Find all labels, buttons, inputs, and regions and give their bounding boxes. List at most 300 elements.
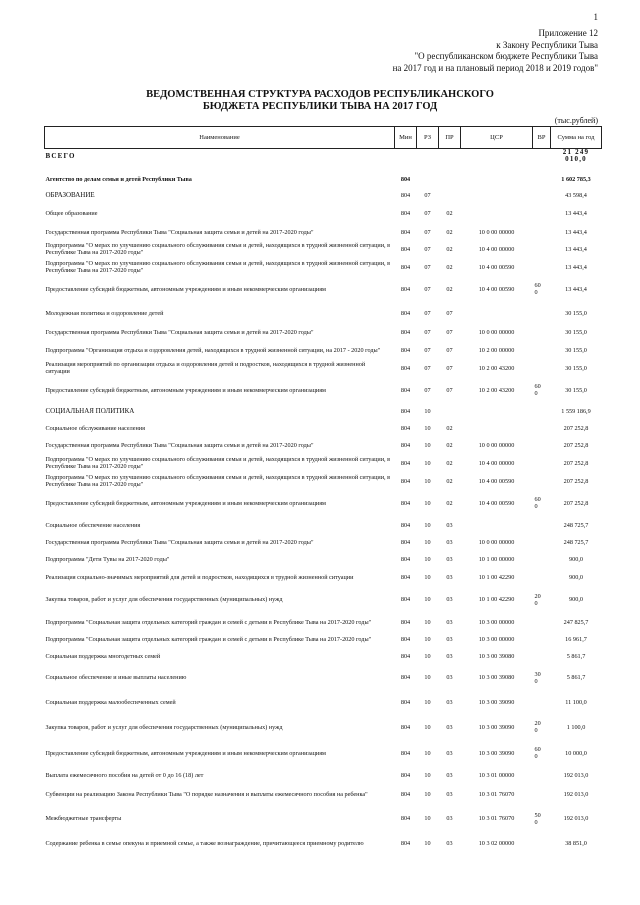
cell-sum: 13 443,4 xyxy=(565,285,587,293)
cell-rz: 10 xyxy=(424,425,431,433)
cell-pr: 07 xyxy=(446,364,453,372)
cell-min: 804 xyxy=(400,596,411,604)
cell-min xyxy=(395,149,417,164)
cell-sum: 900,0 xyxy=(569,596,583,604)
cell-vr xyxy=(533,163,551,171)
cell-rz: 10 xyxy=(424,596,431,604)
cell-min: 804 xyxy=(400,309,411,317)
cell-sum: 43 598,4 xyxy=(565,191,587,199)
cell-csr: 10 1 00 00000 xyxy=(478,556,515,564)
title-line: БЮДЖЕТА РЕСПУБЛИКИ ТЫВА НА 2017 ГОД xyxy=(202,101,438,112)
table-row xyxy=(45,631,602,648)
cell-min: 804 xyxy=(400,791,411,799)
cell-sum: 10 000,0 xyxy=(565,749,587,757)
cell-vr xyxy=(533,613,551,631)
cell-sum: 247 825,7 xyxy=(563,618,589,626)
cell-vr xyxy=(533,171,551,187)
cell-pr: 02 xyxy=(446,425,453,433)
cell-pr: 07 xyxy=(446,386,453,394)
cell-rz: 07 xyxy=(424,263,431,271)
cell-vr xyxy=(533,240,551,258)
cell-min: 804 xyxy=(400,386,411,394)
cell-vr xyxy=(533,691,551,714)
cell-sum: 207 252,8 xyxy=(563,459,589,467)
cell-vr xyxy=(533,516,551,534)
cell-pr: 03 xyxy=(446,556,453,564)
cell-csr: 10 3 00 00000 xyxy=(478,636,515,644)
table-row xyxy=(45,377,602,403)
cell-pr xyxy=(439,171,461,187)
cell-pr xyxy=(439,187,461,203)
cell-pr: 02 xyxy=(446,228,453,236)
cell-rz: 10 xyxy=(424,521,431,529)
annex-line: к Закону Республики Тыва xyxy=(496,39,598,50)
cell-pr: 07 xyxy=(446,329,453,337)
header-csr: ЦСР xyxy=(461,127,533,149)
cell-name: Общее образование xyxy=(45,210,98,218)
page-number: 1 xyxy=(593,12,598,22)
cell-pr: 03 xyxy=(446,749,453,757)
cell-name: Агентство по делам семьи и детей Республики Тыва xyxy=(45,175,192,183)
cell-min: 804 xyxy=(400,839,411,847)
table-row xyxy=(45,551,602,568)
table-row xyxy=(45,203,602,224)
cell-name: Выплата ежемесячного пособия на детей от 0 до 16 (18) лет xyxy=(45,771,204,779)
table-row xyxy=(45,171,602,187)
cell-min: 804 xyxy=(400,699,411,707)
annex-line: на 2017 год и на плановый период 2018 и 2019 годов" xyxy=(392,62,598,73)
cell-name: Подпрограмма "Социальная защита отдельных категорий граждан и семей с детьми в Республике Тыва на 2017-2020 годы" xyxy=(45,618,372,626)
cell-pr xyxy=(439,149,461,164)
cell-rz: 07 xyxy=(424,346,431,354)
cell-rz: 10 xyxy=(424,791,431,799)
cell-sum: 248 725,7 xyxy=(563,521,589,529)
cell-name: Государственная программа Республики Тыва "Социальная защита семьи и детей на 2017-2020 годы" xyxy=(45,442,314,450)
cell-name: Содержание ребенка в семье опекуна и приемной семье, а также вознаграждение, причитающееся приемному родителю xyxy=(45,839,364,847)
cell-sum: 38 851,0 xyxy=(565,839,587,847)
cell-name: Социальная поддержка многодетных семей xyxy=(45,652,161,660)
cell-sum: 13 443,4 xyxy=(565,245,587,253)
table-row xyxy=(45,613,602,631)
cell-vr: 50 0 xyxy=(534,811,541,826)
table-row xyxy=(45,534,602,551)
cell-sum: 207 252,8 xyxy=(563,477,589,485)
cell-name: Подпрограмма "Организация отдыха и оздоровления детей, находящихся в трудной жизненной ситуации, на 2017 - 2020 годы" xyxy=(45,346,381,354)
table-body xyxy=(45,149,602,855)
cell-rz: 10 xyxy=(424,723,431,731)
table-row xyxy=(45,403,602,420)
cell-sum: 248 725,7 xyxy=(563,539,589,547)
cell-vr xyxy=(533,568,551,586)
cell-sum: 192 013,0 xyxy=(563,771,589,779)
cell-min xyxy=(395,163,417,171)
cell-sum: 192 013,0 xyxy=(563,815,589,823)
cell-csr: 10 3 00 39090 xyxy=(478,749,515,757)
cell-name: Предоставление субсидий бюджетным, автономным учреждениям и иным некоммерческим организациям xyxy=(45,749,326,757)
cell-name: Закупка товаров, работ и услуг для обеспечения государственных (муниципальных) нужд xyxy=(45,596,283,604)
cell-rz: 07 xyxy=(424,329,431,337)
cell-rz: 10 xyxy=(424,674,431,682)
cell-vr: 20 0 xyxy=(534,592,541,607)
cell-name: Подпрограмма "Дети Тувы на 2017-2020 годы" xyxy=(45,556,170,564)
cell-rz: 10 xyxy=(424,477,431,485)
cell-csr: 10 4 00 00590 xyxy=(478,263,515,271)
cell-rz xyxy=(417,149,439,164)
cell-rz xyxy=(417,163,439,171)
cell-min: 804 xyxy=(400,477,411,485)
cell-pr: 02 xyxy=(446,499,453,507)
cell-vr xyxy=(533,302,551,324)
cell-csr xyxy=(461,163,533,171)
cell-csr: 10 0 00 00000 xyxy=(478,329,515,337)
cell-csr xyxy=(461,149,533,164)
table-row xyxy=(45,163,602,171)
table-header-row xyxy=(45,127,602,149)
cell-pr: 07 xyxy=(446,346,453,354)
table-row xyxy=(45,648,602,664)
cell-min: 804 xyxy=(400,459,411,467)
cell-min: 804 xyxy=(400,499,411,507)
cell-vr xyxy=(533,403,551,420)
table-row xyxy=(45,740,602,766)
cell-sum: 1 100,0 xyxy=(566,723,586,731)
table-row xyxy=(45,359,602,377)
cell-sum: 900,0 xyxy=(569,556,583,564)
table-row xyxy=(45,258,602,276)
cell-sum: 900,0 xyxy=(569,573,583,581)
cell-vr xyxy=(533,454,551,472)
cell-rz xyxy=(417,171,439,187)
cell-sum: 16 961,7 xyxy=(565,636,587,644)
cell-pr: 02 xyxy=(446,459,453,467)
cell-name: Молодежная политика и оздоровление детей xyxy=(45,309,164,317)
cell-rz: 10 xyxy=(424,539,431,547)
cell-rz: 07 xyxy=(424,285,431,293)
table-row xyxy=(45,341,602,359)
cell-pr: 07 xyxy=(446,309,453,317)
cell-csr xyxy=(461,187,533,203)
cell-min: 804 xyxy=(400,346,411,354)
cell-name: Государственная программа Республики Тыва "Социальная защита семьи и детей на 2017-2020 годы" xyxy=(45,539,314,547)
cell-vr xyxy=(533,631,551,648)
cell-csr: 10 2 00 43200 xyxy=(478,386,515,394)
cell-min: 804 xyxy=(400,425,411,433)
cell-sum: 11 100,0 xyxy=(565,699,587,707)
cell-rz: 10 xyxy=(424,459,431,467)
cell-name: ВСЕГО xyxy=(45,151,76,160)
cell-pr: 03 xyxy=(446,539,453,547)
cell-min: 804 xyxy=(400,618,411,626)
cell-pr xyxy=(439,403,461,420)
table-row xyxy=(45,472,602,490)
cell-min: 804 xyxy=(400,285,411,293)
cell-pr: 03 xyxy=(446,652,453,660)
cell-min: 804 xyxy=(400,771,411,779)
cell-csr: 10 1 00 42290 xyxy=(478,596,515,604)
cell-min: 804 xyxy=(400,210,411,218)
cell-name xyxy=(45,163,395,171)
cell-name: Подпрограмма "О мерах по улучшению социального обслуживания семьи и детей, находящихся в трудной жизненной ситуации, в Республике Тыва на 2017-2020 годы" xyxy=(45,260,391,275)
header-rz: РЗ xyxy=(417,127,439,149)
cell-csr: 10 1 00 42290 xyxy=(478,573,515,581)
cell-csr xyxy=(461,302,533,324)
cell-name: Социальное обслуживание населения xyxy=(45,425,145,433)
cell-sum: 5 861,7 xyxy=(566,652,586,660)
table-row xyxy=(45,240,602,258)
cell-min: 804 xyxy=(400,674,411,682)
cell-rz: 10 xyxy=(424,749,431,757)
cell-rz: 10 xyxy=(424,815,431,823)
cell-name: Предоставление субсидий бюджетным, автономным учреждениям и иным некоммерческим организациям xyxy=(45,386,326,394)
table-row xyxy=(45,302,602,324)
cell-name: Государственная программа Республики Тыва "Социальная защита семьи и детей на 2017-2020 годы" xyxy=(45,329,314,337)
cell-min: 804 xyxy=(400,749,411,757)
cell-sum: 207 252,8 xyxy=(563,499,589,507)
cell-min: 804 xyxy=(400,539,411,547)
cell-rz: 10 xyxy=(424,442,431,450)
cell-vr xyxy=(533,766,551,784)
cell-sum: 5 861,7 xyxy=(566,674,586,682)
cell-csr xyxy=(461,203,533,224)
cell-min: 804 xyxy=(400,191,411,199)
table-row xyxy=(45,454,602,472)
cell-min: 804 xyxy=(400,573,411,581)
cell-rz: 10 xyxy=(424,699,431,707)
cell-csr: 10 4 00 00000 xyxy=(478,459,515,467)
cell-pr: 03 xyxy=(446,573,453,581)
cell-rz: 10 xyxy=(424,556,431,564)
cell-sum: 30 155,0 xyxy=(565,309,587,317)
cell-sum: 13 443,4 xyxy=(565,210,587,218)
cell-pr: 02 xyxy=(446,245,453,253)
table-row xyxy=(45,784,602,805)
table-row xyxy=(45,664,602,691)
table-row xyxy=(45,490,602,516)
cell-csr: 10 4 00 00590 xyxy=(478,499,515,507)
table-row xyxy=(45,224,602,240)
cell-name: Предоставление субсидий бюджетным, автономным учреждениям и иным некоммерческим организациям xyxy=(45,285,326,293)
annex-line: Приложение 12 xyxy=(538,28,598,38)
cell-pr: 02 xyxy=(446,263,453,271)
cell-vr xyxy=(533,551,551,568)
cell-min: 804 xyxy=(400,408,411,416)
table-row xyxy=(45,714,602,740)
cell-rz: 07 xyxy=(424,228,431,236)
cell-min: 804 xyxy=(400,723,411,731)
cell-min: 804 xyxy=(400,556,411,564)
cell-rz: 10 xyxy=(424,618,431,626)
cell-sum: 13 443,4 xyxy=(565,263,587,271)
cell-vr xyxy=(533,258,551,276)
annex-header xyxy=(278,28,598,74)
cell-min: 804 xyxy=(400,263,411,271)
cell-csr: 10 0 00 00000 xyxy=(478,442,515,450)
table-row xyxy=(45,832,602,854)
cell-vr xyxy=(533,648,551,664)
cell-sum: 30 155,0 xyxy=(565,329,587,337)
cell-sum: 21 249 010,0 xyxy=(562,148,590,164)
cell-pr: 03 xyxy=(446,791,453,799)
cell-vr: 60 0 xyxy=(534,496,541,511)
cell-csr xyxy=(461,516,533,534)
table-row xyxy=(45,420,602,437)
cell-vr xyxy=(533,341,551,359)
document-title xyxy=(0,89,640,113)
cell-rz: 07 xyxy=(424,245,431,253)
cell-csr: 10 3 00 39080 xyxy=(478,674,515,682)
cell-csr: 10 3 00 39090 xyxy=(478,723,515,731)
title-line: ВЕДОМСТВЕННАЯ СТРУКТУРА РАСХОДОВ РЕСПУБЛИКАНСКОГО xyxy=(146,89,494,100)
cell-vr: 20 0 xyxy=(534,720,541,735)
cell-rz: 07 xyxy=(424,191,431,199)
cell-rz: 10 xyxy=(424,408,431,416)
cell-vr: 60 0 xyxy=(534,383,541,398)
table-row xyxy=(45,187,602,203)
table-row xyxy=(45,324,602,341)
cell-min: 804 xyxy=(400,175,411,183)
cell-min: 804 xyxy=(400,228,411,236)
cell-csr: 10 4 00 00590 xyxy=(478,285,515,293)
cell-csr: 10 0 00 00000 xyxy=(478,228,515,236)
cell-csr: 10 3 00 39090 xyxy=(478,699,515,707)
cell-rz: 10 xyxy=(424,771,431,779)
header-pr: ПР xyxy=(439,127,461,149)
cell-csr: 10 3 01 00000 xyxy=(478,771,515,779)
cell-csr: 10 0 00 00000 xyxy=(478,539,515,547)
cell-rz: 07 xyxy=(424,386,431,394)
cell-rz: 10 xyxy=(424,636,431,644)
cell-csr: 10 4 00 00000 xyxy=(478,245,515,253)
cell-csr: 10 3 02 00000 xyxy=(478,839,515,847)
table-row xyxy=(45,691,602,714)
cell-name: Социальная поддержка малообеспеченных семей xyxy=(45,699,176,707)
cell-name: Подпрограмма "О мерах по улучшению социального обслуживания семьи и детей, находящихся в трудной жизненной ситуации, в Республике Тыва на 2017-2020 годы" xyxy=(45,474,391,489)
cell-min: 804 xyxy=(400,815,411,823)
cell-min: 804 xyxy=(400,521,411,529)
cell-pr: 02 xyxy=(446,285,453,293)
cell-vr xyxy=(533,472,551,490)
cell-sum: 13 443,4 xyxy=(565,228,587,236)
cell-csr xyxy=(461,171,533,187)
cell-rz: 10 xyxy=(424,652,431,660)
table-row xyxy=(45,805,602,832)
table-row xyxy=(45,149,602,164)
cell-rz: 07 xyxy=(424,309,431,317)
cell-name: Закупка товаров, работ и услуг для обеспечения государственных (муниципальных) нужд xyxy=(45,723,283,731)
cell-pr: 02 xyxy=(446,442,453,450)
cell-csr: 10 3 01 76070 xyxy=(478,815,515,823)
cell-csr xyxy=(461,403,533,420)
cell-vr: 30 0 xyxy=(534,670,541,685)
cell-pr: 03 xyxy=(446,521,453,529)
cell-sum: 192 013,0 xyxy=(563,791,589,799)
cell-vr xyxy=(533,784,551,805)
cell-vr: 60 0 xyxy=(534,746,541,761)
annex-line: "О республиканском бюджете Республики Тыва xyxy=(414,51,598,61)
header-vr: ВР xyxy=(533,127,551,149)
cell-name: Межбюджетные трансферты xyxy=(45,815,122,823)
cell-pr: 03 xyxy=(446,723,453,731)
table-row xyxy=(45,437,602,454)
cell-pr: 03 xyxy=(446,699,453,707)
cell-rz: 07 xyxy=(424,364,431,372)
cell-rz: 10 xyxy=(424,499,431,507)
cell-vr xyxy=(533,203,551,224)
units-label: (тыс.рублей) xyxy=(554,116,598,125)
cell-rz: 07 xyxy=(424,210,431,218)
cell-csr: 10 3 00 00000 xyxy=(478,618,515,626)
cell-vr xyxy=(533,224,551,240)
cell-sum xyxy=(551,163,602,171)
cell-name: Государственная программа Республики Тыва "Социальная защита семьи и детей на 2017-2020 годы" xyxy=(45,228,314,236)
header-sum: Сумма на год xyxy=(551,127,602,149)
cell-name: ОБРАЗОВАНИЕ xyxy=(45,190,95,199)
cell-pr: 03 xyxy=(446,618,453,626)
cell-csr: 10 3 00 39080 xyxy=(478,652,515,660)
table-row xyxy=(45,766,602,784)
cell-name: СОЦИАЛЬНАЯ ПОЛИТИКА xyxy=(45,407,135,416)
cell-pr: 03 xyxy=(446,839,453,847)
cell-rz: 10 xyxy=(424,573,431,581)
cell-pr xyxy=(439,163,461,171)
cell-vr xyxy=(533,534,551,551)
cell-pr: 03 xyxy=(446,596,453,604)
cell-vr xyxy=(533,324,551,341)
cell-sum: 207 252,8 xyxy=(563,425,589,433)
cell-vr: 60 0 xyxy=(534,282,541,297)
cell-name: Социальное обеспечение и иные выплаты населению xyxy=(45,674,187,682)
header-min: Мин xyxy=(395,127,417,149)
cell-vr xyxy=(533,359,551,377)
cell-name: Подпрограмма "Социальная защита отдельных категорий граждан и семей с детьми в Республике Тыва на 2017-2020 годы" xyxy=(45,636,372,644)
cell-min: 804 xyxy=(400,245,411,253)
table-row xyxy=(45,516,602,534)
cell-name: Подпрограмма "О мерах по улучшению социального обслуживания семьи и детей, находящихся в трудной жизненной ситуации, в Республике Тыва на 2017-2020 годы" xyxy=(45,242,391,257)
cell-name: Подпрограмма "О мерах по улучшению социального обслуживания семьи и детей, находящихся в трудной жизненной ситуации, в Республике Тыва на 2017-2020 годы" xyxy=(45,456,391,471)
cell-sum: 207 252,8 xyxy=(563,442,589,450)
cell-min: 804 xyxy=(400,329,411,337)
cell-vr xyxy=(533,832,551,854)
cell-name: Социальное обеспечение населения xyxy=(45,521,141,529)
cell-pr: 03 xyxy=(446,674,453,682)
cell-csr: 10 4 00 00590 xyxy=(478,477,515,485)
cell-name: Субвенции на реализацию Закона Республики Тыва "О порядке назначения и выплаты ежемесячного пособия на ребенка" xyxy=(45,791,368,799)
cell-vr xyxy=(533,149,551,164)
cell-min: 804 xyxy=(400,636,411,644)
cell-vr xyxy=(533,187,551,203)
cell-min: 804 xyxy=(400,652,411,660)
cell-csr: 10 2 00 00000 xyxy=(478,346,515,354)
cell-vr xyxy=(533,437,551,454)
cell-name: Реализация социально-значимых мероприятий для детей и подростков, находящихся в трудной жизненной ситуации xyxy=(45,573,354,581)
cell-pr: 03 xyxy=(446,636,453,644)
cell-pr: 03 xyxy=(446,771,453,779)
cell-min: 804 xyxy=(400,364,411,372)
cell-vr xyxy=(533,420,551,437)
cell-rz: 10 xyxy=(424,839,431,847)
cell-sum: 30 155,0 xyxy=(565,346,587,354)
table-row xyxy=(45,568,602,586)
header-name: Наименование xyxy=(45,127,395,149)
budget-table xyxy=(44,126,602,854)
cell-csr xyxy=(461,420,533,437)
cell-csr: 10 3 01 76070 xyxy=(478,791,515,799)
cell-pr: 02 xyxy=(446,477,453,485)
cell-sum: 1 602 785,3 xyxy=(561,175,591,183)
cell-min: 804 xyxy=(400,442,411,450)
cell-name: Реализация мероприятий по организации отдыха и оздоровления детей и подростков, находящихся в трудной жизненной ситуации xyxy=(45,361,366,376)
cell-pr: 03 xyxy=(446,815,453,823)
